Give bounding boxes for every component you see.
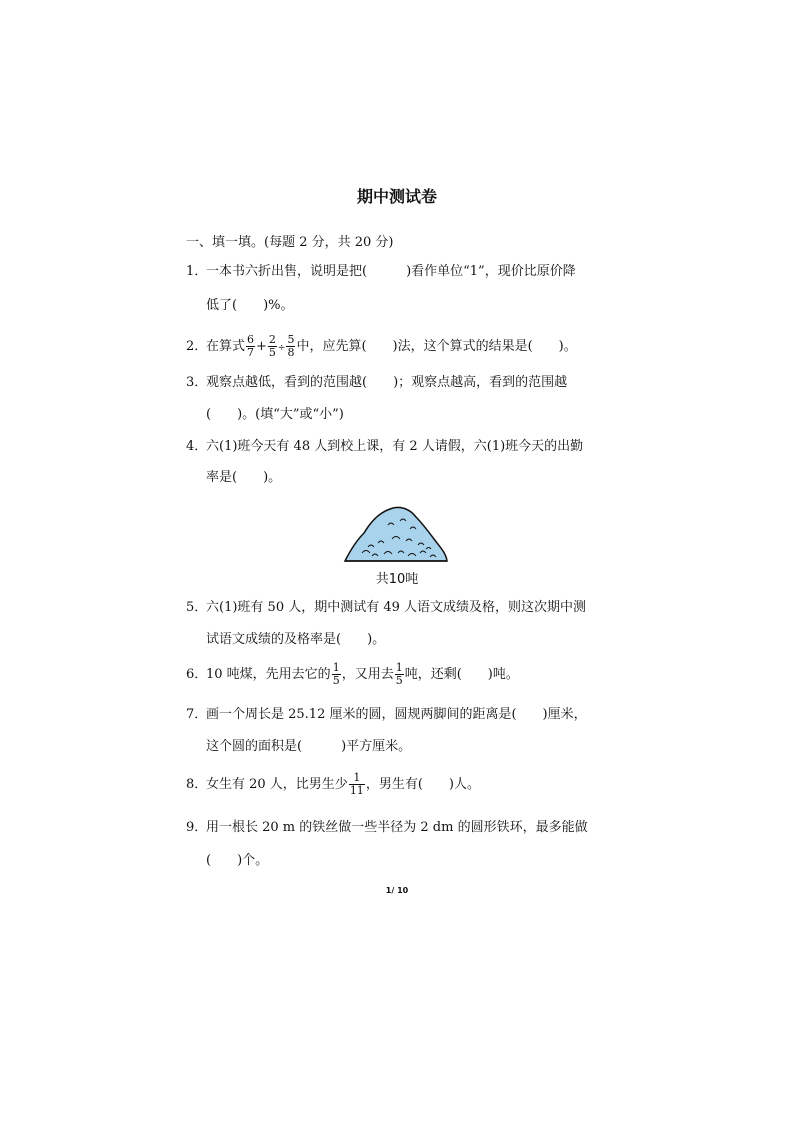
question-1 xyxy=(186,263,576,281)
question-text: 六(1)班有 50 人，期中测试有 49 人语文成绩及格，则这次期中测 xyxy=(206,600,587,615)
question-text: 女生有 20 人，比男生少 xyxy=(206,777,348,792)
fraction xyxy=(332,662,341,687)
question-text: 10 吨煤，先用去它的 xyxy=(206,667,331,682)
question-6 xyxy=(186,658,519,692)
question-9-continued: ( )个。 xyxy=(206,853,269,868)
section-heading: 一、填一填。(每题 2 分，共 20 分) xyxy=(186,235,394,250)
numerator: 2 xyxy=(268,333,276,346)
question-3-continued: ( )。(填“大”或“小”) xyxy=(206,407,344,422)
question-number: 1． xyxy=(186,264,208,279)
question-text: 一本书六折出售，说明是把( )看作单位“1”，现价比原价降 xyxy=(206,264,576,279)
numerator: 1 xyxy=(332,661,340,674)
question-text: 观察点越低，看到的范围越( )；观察点越高，看到的范围越 xyxy=(206,375,568,390)
denominator: 5 xyxy=(268,346,276,359)
question-text: 在算式 xyxy=(206,339,246,354)
denominator: 8 xyxy=(287,346,295,359)
question-text: 画一个周长是 25.12 厘米的圆，圆规两脚间的距离是( )厘米， xyxy=(206,707,587,722)
question-number: 2． xyxy=(186,339,208,354)
numerator: 5 xyxy=(287,333,295,346)
denominator: 11 xyxy=(349,784,364,797)
fraction xyxy=(395,662,404,687)
denominator: 5 xyxy=(332,674,340,687)
question-number: 6． xyxy=(186,667,208,682)
question-text: 吨，还剩( )吨。 xyxy=(404,667,519,682)
fraction xyxy=(286,334,295,359)
numerator: 1 xyxy=(395,661,403,674)
figure-caption: 共10吨 xyxy=(375,572,419,587)
denominator: 5 xyxy=(395,674,403,687)
coal-pile-illustration xyxy=(342,503,450,565)
question-5 xyxy=(186,599,586,617)
page-title: 期中测试卷 xyxy=(356,187,437,206)
question-4 xyxy=(186,438,583,456)
question-9 xyxy=(186,819,588,837)
question-text: 用一根长 20 m 的铁丝做一些半径为 2 dm 的圆形铁环，最多能做 xyxy=(206,820,588,835)
question-number: 5． xyxy=(186,600,208,615)
numerator: 6 xyxy=(247,333,255,346)
question-number: 4． xyxy=(186,439,208,454)
question-number: 3． xyxy=(186,375,208,390)
operator: ÷ xyxy=(277,343,286,353)
question-2 xyxy=(186,330,577,365)
page-number: 1/ 10 xyxy=(385,886,409,895)
question-number: 8． xyxy=(186,777,208,792)
fraction xyxy=(268,334,277,359)
question-text: 中，应先算( )法，这个算式的结果是( )。 xyxy=(296,339,577,354)
operator: + xyxy=(256,339,267,354)
question-3 xyxy=(186,374,567,392)
question-7-continued: 这个圆的面积是( )平方厘米。 xyxy=(206,739,412,754)
fraction xyxy=(246,334,255,359)
fraction xyxy=(349,772,365,797)
question-8 xyxy=(186,768,480,802)
question-5-continued: 试语文成绩的及格率是( )。 xyxy=(206,632,386,647)
question-1-continued: 低了( )%。 xyxy=(206,298,294,313)
question-text: 六(1)班今天有 48 人到校上课，有 2 人请假，六(1)班今天的出勤 xyxy=(206,439,584,454)
denominator: 7 xyxy=(247,346,255,359)
numerator: 1 xyxy=(349,772,365,785)
question-text: ，又用去 xyxy=(341,667,394,682)
question-number: 9． xyxy=(186,820,208,835)
question-text: ，男生有( )人。 xyxy=(365,777,480,792)
question-4-continued: 率是( )。 xyxy=(206,470,282,485)
question-7 xyxy=(186,706,587,724)
question-number: 7． xyxy=(186,707,208,722)
